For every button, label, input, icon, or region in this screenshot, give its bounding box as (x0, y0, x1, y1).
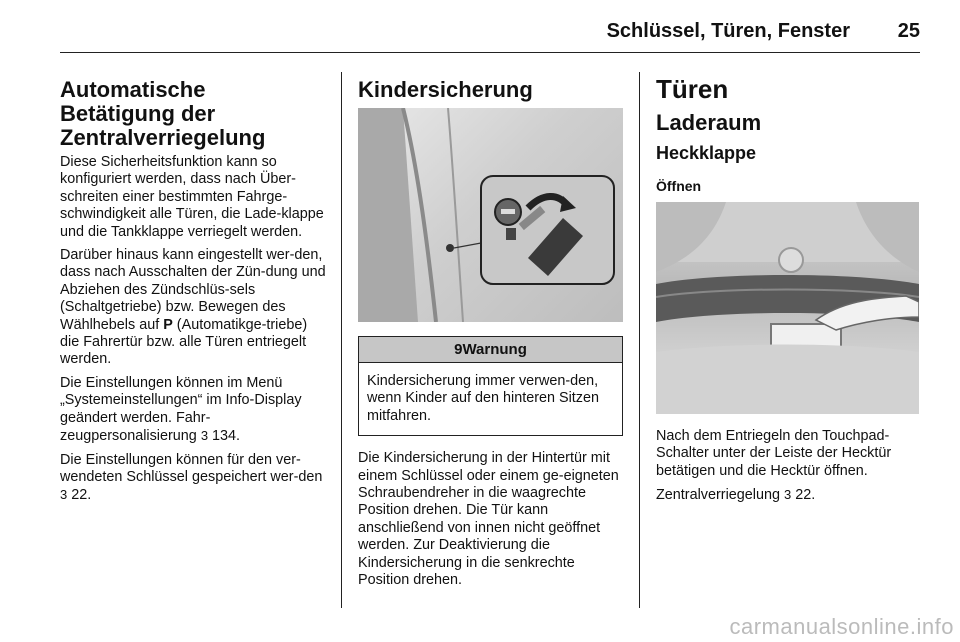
page-reference[interactable]: 22. (795, 487, 816, 504)
page-reference[interactable]: 22. (71, 487, 92, 504)
warning-text: Kindersicherung immer verwen-den, wenn Kinder auf den hinteren Sitzen mitfahren. (367, 373, 600, 424)
page-reference[interactable]: 134. (212, 428, 241, 445)
tailgate-illustration (656, 202, 919, 414)
paragraph (656, 486, 921, 504)
warning-box (358, 336, 623, 436)
text-run: Darüber hinaus kann eingestellt wer-den, dass nach Ausschalten der Zün-dung und Abziehen des Zündschlüs-sels (Schaltgetriebe) bzw. Bewegen des Wählhebels auf (60, 247, 326, 333)
paragraph (60, 247, 326, 369)
paragraph: Die Kindersicherung in der Hintertür mit einem Schlüssel oder einem ge-eigneten Schraubendreher in die waagrechte Position drehen. Die Tür kann anschließend von innen nicht geöffnet werden. Zur Deaktivierung die Kindersicherung in die senkrechte Position drehen. (358, 450, 619, 589)
text-run: Zentralverriegelung (656, 487, 780, 504)
header-title: Schlüssel, Türen, Fenster (606, 20, 850, 42)
column-child-lock (358, 70, 623, 595)
text-run: (Automatikge-triebe) die Fahrertür bzw. alle Türen entriegelt werden. (60, 316, 308, 368)
chapter-heading: Türen (656, 74, 729, 104)
section-heading: Automatische Betätigung der Zentralverriegelung (60, 77, 266, 150)
section-heading: Laderaum (656, 110, 762, 135)
column-automatic-locking (60, 70, 326, 511)
section-heading: Kindersicherung (358, 77, 533, 102)
warning-header (359, 337, 622, 363)
page-number: 25 (897, 20, 920, 42)
minor-heading: Öffnen (656, 178, 702, 194)
paragraph (60, 375, 326, 446)
text-run: Die Einstellungen können im Menü „Systemeinstellungen“ im Info-Display geändert werden. Fahr-zeugpersonalisierung (60, 374, 302, 445)
child-lock-image (358, 108, 623, 322)
text-run: Die Einstellungen können für den ver-wendeten Schlüssel gespeichert wer-den (60, 451, 323, 485)
warning-icon: 9 (454, 341, 463, 358)
paragraph (60, 452, 326, 505)
paragraph: Diese Sicherheitsfunktion kann so konfiguriert werden, dass nach Über-schreiten einer bestimmten Fahrge-schwindigkeit alle Türen, die Lade-klappe und die Tankklappe verriegelt werden. (60, 154, 324, 240)
column-doors (656, 70, 921, 511)
tailgate-image (656, 202, 919, 414)
door-key-illustration (358, 108, 623, 322)
column-divider (639, 72, 640, 608)
warning-title: Warnung (462, 341, 527, 358)
paragraph: Nach dem Entriegeln den Touchpad-Schalter unter der Leiste der Hecktür betätigen und die Hecktür öffnen. (656, 428, 892, 479)
reference-arrow-icon: 3 (784, 487, 792, 503)
column-divider (341, 72, 342, 608)
reference-arrow-icon: 3 (200, 428, 209, 444)
page-header (60, 18, 920, 53)
watermark: carmanualsonline.info (729, 614, 954, 639)
selector-position-p: P (163, 316, 173, 333)
subsection-heading: Heckklappe (656, 143, 757, 163)
reference-arrow-icon: 3 (60, 487, 68, 503)
